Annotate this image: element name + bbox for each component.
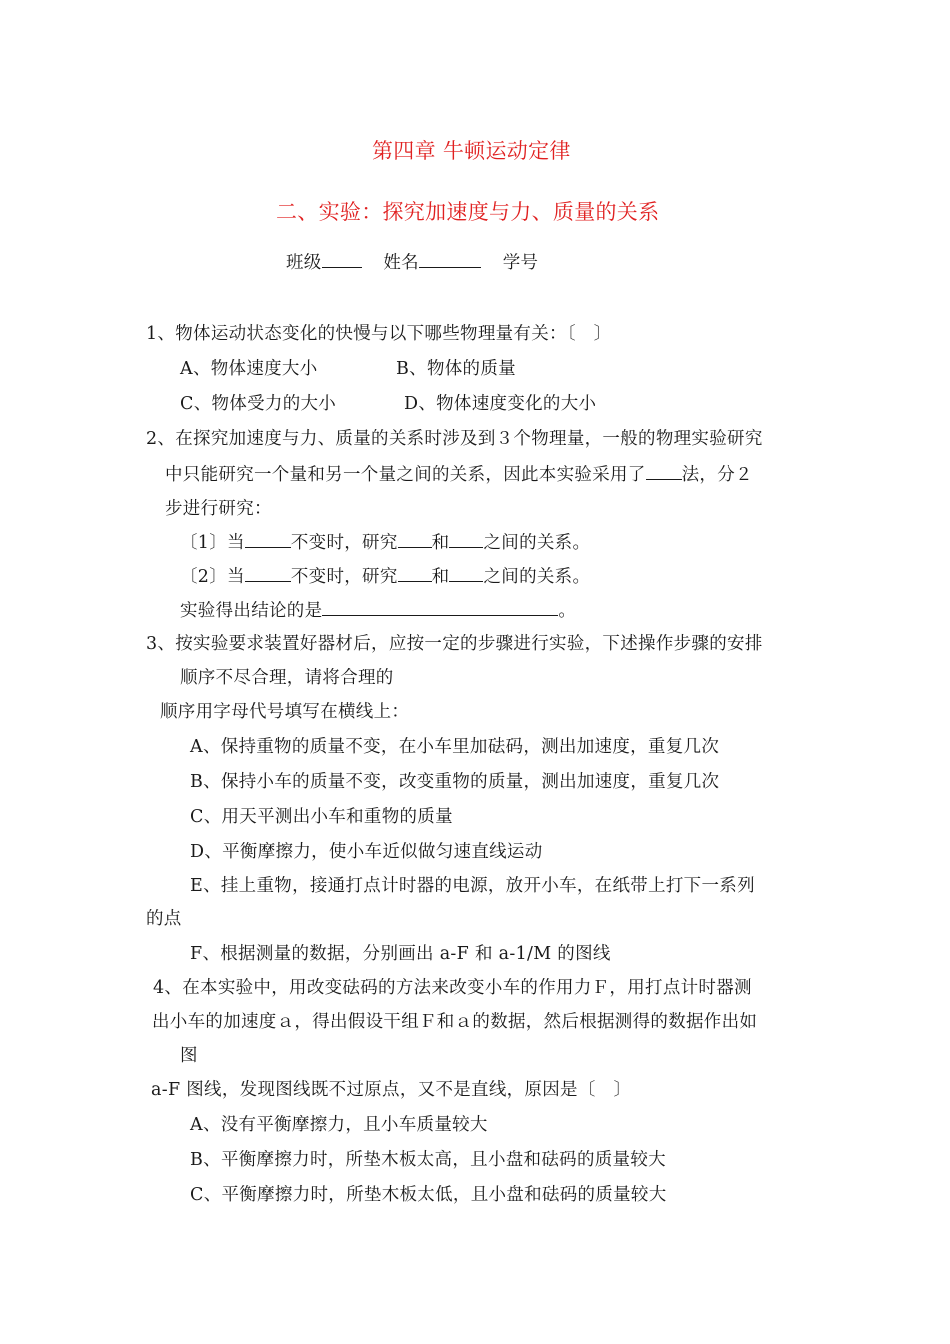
q2-step2-blank2[interactable] [398,564,432,582]
q2-line2-text: 中只能研究一个量和另一个量之间的关系，因此本实验采用了 [165,465,646,485]
q2-line2-tail: 法，分２ [681,465,753,485]
q4-line1: 4、在本实验中，用改变砝码的方法来改变小车的作用力Ｆ，用打点计时器测 [153,978,752,998]
q2-step2-a: 〔2〕当 [180,567,245,587]
q2-step1-c: 和 [431,533,450,553]
q4-line2: 出小车的加速度ａ，得出假设干组Ｆ和ａ的数据，然后根据测得的数据作出如 [152,1012,758,1032]
name-blank[interactable] [419,250,481,268]
q2-step2 [180,564,590,589]
q4-line3: 图 [180,1046,198,1066]
q2-step2-blank1[interactable] [245,564,291,582]
q2-step1-b: 不变时，研究 [290,533,398,553]
q2-step1-a: 〔1〕当 [180,533,245,553]
q2-step2-c: 和 [431,567,450,587]
student-info-line [286,250,538,275]
q2-line3: 步进行研究： [165,499,272,519]
q2-method-blank[interactable] [646,462,682,480]
id-label: 学号 [502,253,539,273]
class-blank[interactable] [322,250,362,268]
q3-step-e-cont: 的点 [146,909,182,929]
q1-stem: 1、物体运动状态变化的快慢与以下哪些物理量有关：〔 〕 [146,324,612,344]
q2-step1-blank2[interactable] [398,530,432,548]
name-label: 姓名 [383,253,419,273]
q2-step1-blank3[interactable] [449,530,483,548]
q3-line2: 顺序不尽合理，请将合理的 [180,668,394,688]
q3-step-c: C、用天平测出小车和重物的质量 [190,807,453,827]
q2-line2 [165,462,753,487]
q4-option-c: C、平衡摩擦力时，所垫木板太低，且小盘和砝码的质量较大 [190,1185,667,1205]
q2-step1 [180,530,590,555]
q3-line3: 顺序用字母代号填写在横线上： [160,702,410,722]
q2-step2-b: 不变时，研究 [290,567,398,587]
q2-step2-blank3[interactable] [449,564,483,582]
q3-step-f: F、根据测量的数据，分别画出 a-F 和 a-1/M 的图线 [190,944,611,964]
q1-option-d: D、物体速度变化的大小 [404,394,597,414]
q4-option-a: A、没有平衡摩擦力，且小车质量较大 [190,1115,488,1135]
q4-option-b: B、平衡摩擦力时，所垫木板太高，且小盘和砝码的质量较大 [190,1150,666,1170]
chapter-title: 第四章 牛顿运动定律 [372,139,571,163]
q3-line1: 3、按实验要求装置好器材后，应按一定的步骤进行实验，下述操作步骤的安排 [146,634,763,654]
class-label: 班级 [286,253,322,273]
q2-step1-d: 之间的关系。 [483,533,591,553]
q2-conclusion-label: 实验得出结论的是 [180,601,323,621]
section-title: 二、实验：探究加速度与力、质量的关系 [276,200,660,224]
q1-option-c: C、物体受力的大小 [180,394,337,414]
q3-step-e: E、挂上重物，接通打点计时器的电源，放开小车，在纸带上打下一系列 [190,876,755,896]
q2-conclusion [180,598,576,623]
q3-step-d: D、平衡摩擦力，使小车近似做匀速直线运动 [190,842,543,862]
q2-step2-d: 之间的关系。 [483,567,591,587]
q2-conclusion-blank[interactable] [322,598,558,616]
q1-option-b: B、物体的质量 [396,359,516,379]
q2-line1: 2、在探究加速度与力、质量的关系时涉及到３个物理量，一般的物理实验研究 [146,429,763,449]
q3-step-a: A、保持重物的质量不变，在小车里加砝码，测出加速度，重复几次 [190,737,720,757]
q3-step-b: B、保持小车的质量不变，改变重物的质量，测出加速度，重复几次 [190,772,720,792]
q2-step1-blank1[interactable] [245,530,291,548]
q4-line4: a-F 图线，发现图线既不过原点，又不是直线，原因是〔 〕 [151,1080,632,1100]
q1-option-a: A、物体速度大小 [180,359,318,379]
q2-conclusion-end: 。 [558,601,577,621]
